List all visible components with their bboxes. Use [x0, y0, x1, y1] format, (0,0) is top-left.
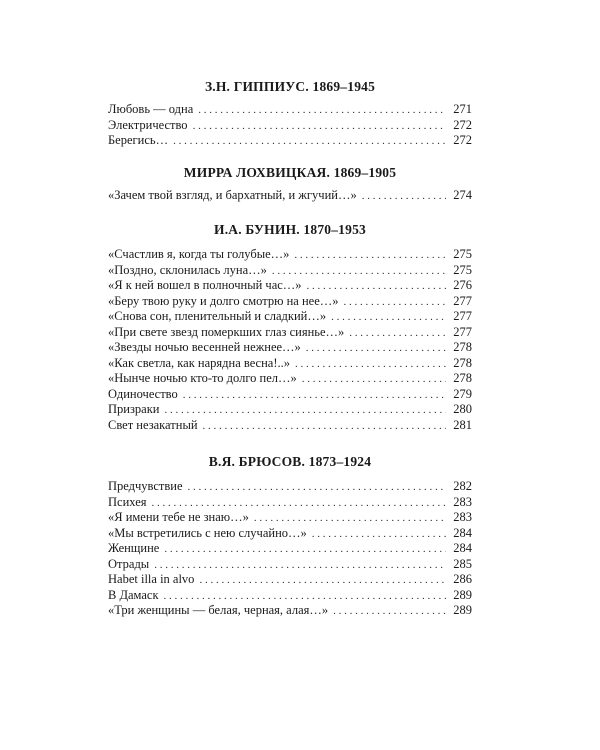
entry-title: «Мы встретились с нею случайно…»: [108, 525, 307, 540]
dot-leader: [164, 403, 446, 419]
entry-page-number: 285: [453, 556, 472, 571]
entry-list: [108, 102, 472, 149]
dot-leader: [272, 264, 446, 280]
entry-title: В Дамаск: [108, 587, 159, 602]
dot-leader: [164, 542, 446, 558]
entry-page-number: 276: [453, 278, 472, 292]
entry-title: «Поздно, склонилась луна…»: [108, 262, 267, 277]
entry-title: «Я к ней вошел в полночный час…»: [108, 278, 302, 292]
toc-entry[interactable]: [108, 495, 472, 511]
toc-entry[interactable]: [108, 340, 472, 356]
toc-entry[interactable]: [108, 325, 472, 341]
dot-leader: [333, 604, 446, 620]
entry-title: Свет незакатный: [108, 417, 198, 432]
toc-entry[interactable]: [108, 188, 472, 204]
entry-page-number: 277: [453, 324, 472, 339]
entry-page-number: 278: [453, 340, 472, 354]
toc-entry[interactable]: [108, 526, 472, 542]
entry-title: Берегись…: [108, 133, 169, 147]
toc-entry[interactable]: [108, 479, 472, 495]
entry-page-number: 280: [453, 402, 472, 416]
section-author-heading: В.Я. БРЮСОВ. 1873–1924: [208, 454, 372, 469]
entry-page-number: 284: [453, 541, 472, 555]
toc-entry[interactable]: [108, 278, 472, 294]
entry-page-number: 272: [453, 133, 472, 147]
entry-page-number: 283: [453, 494, 472, 509]
entry-title: «Беру твою руку и долго смотрю на нее…»: [108, 293, 339, 308]
entry-page-number: 275: [453, 262, 472, 277]
entry-title: «Три женщины — белая, черная, алая…»: [108, 603, 329, 617]
toc-entry[interactable]: [108, 371, 472, 387]
toc-section-bryusov: [108, 453, 472, 619]
entry-page-number: 279: [453, 386, 472, 401]
dot-leader: [307, 279, 446, 295]
toc-entry[interactable]: [108, 557, 472, 573]
toc-entry[interactable]: [108, 603, 472, 619]
entry-page-number: 289: [453, 587, 472, 602]
dot-leader: [331, 310, 446, 326]
entry-title: «При свете звезд померкших глаз сиянье…»: [108, 324, 345, 339]
entry-list: [108, 247, 472, 433]
entry-title: «Нынче ночью кто-то долго пел…»: [108, 371, 297, 385]
entry-page-number: 272: [453, 117, 472, 132]
toc-section-lokhvitskaya: [108, 164, 472, 204]
toc-section-gippius: [108, 78, 472, 149]
toc-entry[interactable]: [108, 510, 472, 526]
entry-page-number: 277: [453, 293, 472, 308]
dot-leader: [183, 388, 446, 404]
toc-entry[interactable]: [108, 356, 472, 372]
entry-title: Электричество: [108, 117, 188, 132]
entry-page-number: 274: [453, 187, 472, 202]
toc-entry[interactable]: [108, 118, 472, 134]
entry-title: Женщине: [108, 541, 160, 555]
toc-entry[interactable]: [108, 102, 472, 118]
dot-leader: [344, 295, 447, 311]
entry-page-number: 283: [453, 510, 472, 524]
entry-title: «Зачем твой взгляд, и бархатный, и жгучий…»: [108, 187, 357, 202]
entry-page-number: 275: [453, 247, 472, 261]
toc-entry[interactable]: [108, 309, 472, 325]
dot-leader: [362, 189, 446, 205]
toc-entry[interactable]: [108, 133, 472, 149]
entry-title: Психея: [108, 494, 147, 509]
dot-leader: [349, 326, 446, 342]
dot-leader: [199, 573, 446, 589]
entry-title: «Как светла, как нарядна весна!..»: [108, 355, 291, 370]
dot-leader: [294, 248, 446, 264]
toc-entry[interactable]: [108, 572, 472, 588]
dot-leader: [154, 558, 446, 574]
dot-leader: [312, 527, 446, 543]
toc-entry[interactable]: [108, 247, 472, 263]
entry-title: «Снова сон, пленительный и сладкий…»: [108, 309, 327, 323]
entry-title: Habet illa in alvo: [108, 572, 195, 586]
entry-list: [108, 479, 472, 619]
dot-leader: [306, 341, 446, 357]
dot-leader: [198, 103, 446, 119]
entry-title: Любовь — одна: [108, 102, 194, 116]
entry-title: «Звезды ночью весенней нежнее…»: [108, 340, 301, 354]
entry-title: Отрады: [108, 556, 150, 571]
entry-page-number: 289: [453, 603, 472, 617]
toc-entry[interactable]: [108, 418, 472, 434]
toc-entry[interactable]: [108, 263, 472, 279]
dot-leader: [302, 372, 446, 388]
entry-page-number: 281: [453, 417, 472, 432]
entry-page-number: 271: [453, 102, 472, 116]
table-of-contents: [108, 78, 472, 619]
dot-leader: [188, 480, 446, 496]
entry-title: «Я имени тебе не знаю…»: [108, 510, 249, 524]
entry-title: Призраки: [108, 402, 160, 416]
toc-entry[interactable]: [108, 387, 472, 403]
section-author-heading: И.А. БУНИН. 1870–1953: [214, 222, 366, 237]
dot-leader: [164, 589, 446, 605]
dot-leader: [295, 357, 446, 373]
entry-page-number: 284: [453, 525, 472, 540]
toc-entry[interactable]: [108, 402, 472, 418]
entry-page-number: 286: [453, 572, 472, 586]
entry-title: Одиночество: [108, 386, 178, 401]
entry-title: Предчувствие: [108, 479, 183, 493]
section-author-heading: МИРРА ЛОХВИЦКАЯ. 1869–1905: [183, 164, 397, 180]
toc-entry[interactable]: [108, 588, 472, 604]
toc-entry[interactable]: [108, 294, 472, 310]
entry-page-number: 277: [453, 309, 472, 323]
entry-title: «Счастлив я, когда ты голубые…»: [108, 247, 290, 261]
entry-page-number: 282: [453, 479, 472, 493]
section-author-heading: З.Н. ГИППИУС. 1869–1945: [204, 79, 376, 94]
dot-leader: [152, 496, 446, 512]
dot-leader: [193, 119, 446, 135]
dot-leader: [254, 511, 446, 527]
toc-entry[interactable]: [108, 541, 472, 557]
entry-list: [108, 188, 472, 204]
dot-leader: [203, 419, 446, 435]
dot-leader: [173, 134, 446, 150]
toc-section-bunin: [108, 221, 472, 433]
entry-page-number: 278: [453, 355, 472, 370]
entry-page-number: 278: [453, 371, 472, 385]
